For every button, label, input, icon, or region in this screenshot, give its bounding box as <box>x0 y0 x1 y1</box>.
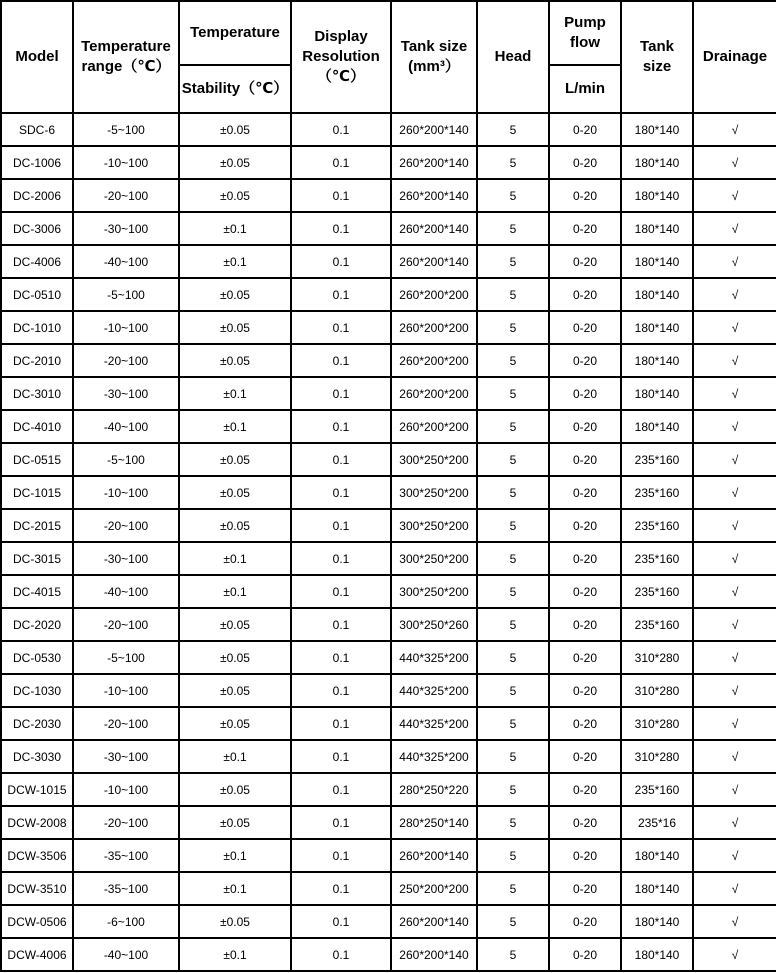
cell-display-resolution: 0.1 <box>291 443 391 476</box>
table-row <box>1 542 776 575</box>
cell-drainage: √ <box>693 608 776 641</box>
cell-tank-size: 180*140 <box>621 905 693 938</box>
cell-head: 5 <box>477 476 549 509</box>
cell-pump-flow: 0-20 <box>549 608 621 641</box>
cell-pump-flow: 0-20 <box>549 344 621 377</box>
cell-stability: ±0.1 <box>179 542 291 575</box>
cell-temperature-range: -40~100 <box>73 575 179 608</box>
cell-stability: ±0.1 <box>179 938 291 971</box>
cell-model: DCW-1015 <box>1 773 73 806</box>
cell-head: 5 <box>477 146 549 179</box>
table-row <box>1 410 776 443</box>
header-drainage-label: Drainage <box>702 48 768 65</box>
cell-pump-flow: 0-20 <box>549 575 621 608</box>
cell-tank-size: 235*160 <box>621 773 693 806</box>
cell-drainage: √ <box>693 542 776 575</box>
cell-drainage: √ <box>693 311 776 344</box>
cell-stability: ±0.1 <box>179 575 291 608</box>
cell-head: 5 <box>477 641 549 674</box>
cell-model: DC-2020 <box>1 608 73 641</box>
cell-tank-size-mm: 300*250*200 <box>391 542 477 575</box>
cell-display-resolution: 0.1 <box>291 344 391 377</box>
cell-tank-size-mm: 260*200*140 <box>391 905 477 938</box>
cell-stability: ±0.05 <box>179 806 291 839</box>
cell-pump-flow: 0-20 <box>549 245 621 278</box>
table-row <box>1 608 776 641</box>
cell-pump-flow: 0-20 <box>549 377 621 410</box>
cell-pump-flow: 0-20 <box>549 839 621 872</box>
header-head-label: Head <box>494 48 532 65</box>
cell-drainage: √ <box>693 410 776 443</box>
cell-tank-size-mm: 260*200*140 <box>391 113 477 146</box>
cell-drainage: √ <box>693 575 776 608</box>
table-row <box>1 773 776 806</box>
header-temperature-range-line2: range（℃） <box>81 58 171 75</box>
cell-tank-size-mm: 260*200*200 <box>391 311 477 344</box>
cell-pump-flow: 0-20 <box>549 476 621 509</box>
cell-drainage: √ <box>693 476 776 509</box>
cell-model: DCW-3506 <box>1 839 73 872</box>
cell-tank-size-mm: 300*250*200 <box>391 476 477 509</box>
cell-stability: ±0.1 <box>179 377 291 410</box>
cell-drainage: √ <box>693 905 776 938</box>
cell-drainage: √ <box>693 509 776 542</box>
cell-pump-flow: 0-20 <box>549 674 621 707</box>
cell-drainage: √ <box>693 344 776 377</box>
cell-drainage: √ <box>693 773 776 806</box>
cell-display-resolution: 0.1 <box>291 872 391 905</box>
cell-stability: ±0.05 <box>179 674 291 707</box>
cell-stability: ±0.05 <box>179 278 291 311</box>
cell-temperature-range: -20~100 <box>73 806 179 839</box>
cell-stability: ±0.05 <box>179 311 291 344</box>
cell-display-resolution: 0.1 <box>291 311 391 344</box>
header-display-line2: Resolution <box>302 48 380 65</box>
cell-model: DC-3015 <box>1 542 73 575</box>
cell-tank-size-mm: 260*200*140 <box>391 938 477 971</box>
header-tank-size-mm-line1: Tank size <box>400 38 468 55</box>
cell-temperature-range: -5~100 <box>73 278 179 311</box>
cell-temperature-range: -40~100 <box>73 245 179 278</box>
cell-model: DC-3010 <box>1 377 73 410</box>
cell-stability: ±0.05 <box>179 146 291 179</box>
cell-temperature-range: -20~100 <box>73 344 179 377</box>
cell-model: DC-0530 <box>1 641 73 674</box>
cell-drainage: √ <box>693 707 776 740</box>
cell-head: 5 <box>477 872 549 905</box>
cell-head: 5 <box>477 674 549 707</box>
table-row <box>1 707 776 740</box>
cell-tank-size: 180*140 <box>621 245 693 278</box>
cell-model: DCW-2008 <box>1 806 73 839</box>
cell-temperature-range: -5~100 <box>73 443 179 476</box>
cell-model: DCW-4006 <box>1 938 73 971</box>
cell-head: 5 <box>477 377 549 410</box>
cell-pump-flow: 0-20 <box>549 806 621 839</box>
cell-display-resolution: 0.1 <box>291 608 391 641</box>
cell-tank-size-mm: 260*200*140 <box>391 245 477 278</box>
table-row <box>1 938 776 971</box>
cell-tank-size: 310*280 <box>621 740 693 773</box>
cell-drainage: √ <box>693 245 776 278</box>
cell-display-resolution: 0.1 <box>291 410 391 443</box>
cell-model: DC-2010 <box>1 344 73 377</box>
cell-display-resolution: 0.1 <box>291 707 391 740</box>
cell-tank-size: 180*140 <box>621 938 693 971</box>
cell-head: 5 <box>477 773 549 806</box>
table-row <box>1 377 776 410</box>
cell-stability: ±0.1 <box>179 212 291 245</box>
cell-tank-size: 180*140 <box>621 278 693 311</box>
cell-tank-size: 180*140 <box>621 146 693 179</box>
cell-tank-size: 235*16 <box>621 806 693 839</box>
header-temperature-stability-bottom <box>179 65 291 113</box>
cell-temperature-range: -5~100 <box>73 113 179 146</box>
cell-tank-size: 180*140 <box>621 839 693 872</box>
cell-display-resolution: 0.1 <box>291 806 391 839</box>
header-pump-flow-bottom <box>549 65 621 113</box>
cell-pump-flow: 0-20 <box>549 641 621 674</box>
cell-stability: ±0.05 <box>179 905 291 938</box>
cell-stability: ±0.05 <box>179 443 291 476</box>
cell-pump-flow: 0-20 <box>549 278 621 311</box>
cell-drainage: √ <box>693 179 776 212</box>
cell-tank-size-mm: 260*200*200 <box>391 377 477 410</box>
cell-tank-size: 310*280 <box>621 641 693 674</box>
cell-temperature-range: -30~100 <box>73 740 179 773</box>
cell-drainage: √ <box>693 212 776 245</box>
header-tank-size-mm <box>391 1 477 113</box>
header-tank-size <box>621 1 693 113</box>
cell-temperature-range: -20~100 <box>73 179 179 212</box>
cell-model: DCW-0506 <box>1 905 73 938</box>
cell-model: DCW-3510 <box>1 872 73 905</box>
cell-display-resolution: 0.1 <box>291 377 391 410</box>
cell-display-resolution: 0.1 <box>291 542 391 575</box>
cell-tank-size: 180*140 <box>621 113 693 146</box>
cell-temperature-range: -30~100 <box>73 542 179 575</box>
cell-drainage: √ <box>693 872 776 905</box>
header-tank-size-mm-line2: (mm³） <box>408 58 460 75</box>
cell-display-resolution: 0.1 <box>291 179 391 212</box>
cell-head: 5 <box>477 608 549 641</box>
cell-model: DC-1015 <box>1 476 73 509</box>
cell-head: 5 <box>477 245 549 278</box>
cell-tank-size-mm: 440*325*200 <box>391 674 477 707</box>
cell-drainage: √ <box>693 740 776 773</box>
cell-pump-flow: 0-20 <box>549 542 621 575</box>
cell-head: 5 <box>477 113 549 146</box>
cell-head: 5 <box>477 938 549 971</box>
cell-display-resolution: 0.1 <box>291 938 391 971</box>
table-row <box>1 311 776 344</box>
cell-head: 5 <box>477 278 549 311</box>
cell-stability: ±0.1 <box>179 839 291 872</box>
cell-tank-size: 235*160 <box>621 575 693 608</box>
cell-display-resolution: 0.1 <box>291 278 391 311</box>
header-pump-flow-top <box>549 1 621 65</box>
cell-tank-size-mm: 280*250*140 <box>391 806 477 839</box>
cell-temperature-range: -10~100 <box>73 773 179 806</box>
cell-tank-size-mm: 280*250*220 <box>391 773 477 806</box>
cell-stability: ±0.05 <box>179 707 291 740</box>
table-row <box>1 641 776 674</box>
cell-head: 5 <box>477 839 549 872</box>
cell-tank-size-mm: 300*250*200 <box>391 443 477 476</box>
cell-temperature-range: -5~100 <box>73 641 179 674</box>
cell-model: DC-3006 <box>1 212 73 245</box>
cell-stability: ±0.05 <box>179 179 291 212</box>
cell-tank-size: 180*140 <box>621 377 693 410</box>
cell-tank-size: 180*140 <box>621 872 693 905</box>
header-temperature-range <box>73 1 179 113</box>
cell-tank-size-mm: 260*200*200 <box>391 278 477 311</box>
cell-model: DC-0515 <box>1 443 73 476</box>
header-model-label: Model <box>15 48 59 65</box>
cell-head: 5 <box>477 179 549 212</box>
table-header <box>1 1 776 113</box>
cell-head: 5 <box>477 443 549 476</box>
cell-model: DC-2006 <box>1 179 73 212</box>
header-temperature-range-line1: Temperature <box>81 38 171 55</box>
cell-tank-size: 235*160 <box>621 509 693 542</box>
cell-tank-size-mm: 260*200*200 <box>391 344 477 377</box>
table-row <box>1 146 776 179</box>
cell-stability: ±0.05 <box>179 344 291 377</box>
cell-model: DC-1010 <box>1 311 73 344</box>
cell-drainage: √ <box>693 146 776 179</box>
cell-tank-size-mm: 260*200*140 <box>391 212 477 245</box>
header-tank-size-line1: Tank <box>640 38 674 55</box>
cell-tank-size-mm: 260*200*140 <box>391 179 477 212</box>
cell-head: 5 <box>477 509 549 542</box>
cell-drainage: √ <box>693 674 776 707</box>
cell-head: 5 <box>477 410 549 443</box>
cell-head: 5 <box>477 212 549 245</box>
table-row <box>1 476 776 509</box>
cell-pump-flow: 0-20 <box>549 113 621 146</box>
cell-drainage: √ <box>693 938 776 971</box>
cell-temperature-range: -30~100 <box>73 377 179 410</box>
cell-tank-size: 235*160 <box>621 443 693 476</box>
cell-display-resolution: 0.1 <box>291 113 391 146</box>
cell-head: 5 <box>477 707 549 740</box>
cell-pump-flow: 0-20 <box>549 443 621 476</box>
cell-temperature-range: -20~100 <box>73 707 179 740</box>
table-row <box>1 740 776 773</box>
cell-stability: ±0.05 <box>179 641 291 674</box>
cell-pump-flow: 0-20 <box>549 146 621 179</box>
table-row <box>1 674 776 707</box>
header-drainage <box>693 1 776 113</box>
cell-model: DC-1006 <box>1 146 73 179</box>
cell-tank-size-mm: 300*250*200 <box>391 575 477 608</box>
table-row <box>1 509 776 542</box>
cell-model: DC-2030 <box>1 707 73 740</box>
cell-tank-size: 310*280 <box>621 707 693 740</box>
cell-temperature-range: -10~100 <box>73 476 179 509</box>
cell-pump-flow: 0-20 <box>549 179 621 212</box>
cell-stability: ±0.05 <box>179 476 291 509</box>
header-pump-line1: Pump <box>564 14 606 31</box>
cell-tank-size-mm: 440*325*200 <box>391 707 477 740</box>
cell-stability: ±0.05 <box>179 509 291 542</box>
header-display-resolution <box>291 1 391 113</box>
cell-drainage: √ <box>693 839 776 872</box>
cell-display-resolution: 0.1 <box>291 773 391 806</box>
cell-head: 5 <box>477 905 549 938</box>
cell-stability: ±0.1 <box>179 410 291 443</box>
cell-display-resolution: 0.1 <box>291 575 391 608</box>
cell-temperature-range: -30~100 <box>73 212 179 245</box>
cell-tank-size-mm: 440*325*200 <box>391 740 477 773</box>
table-row <box>1 179 776 212</box>
cell-model: SDC-6 <box>1 113 73 146</box>
header-temperature-stability-top <box>179 1 291 65</box>
cell-tank-size: 180*140 <box>621 344 693 377</box>
cell-pump-flow: 0-20 <box>549 410 621 443</box>
cell-model: DC-4006 <box>1 245 73 278</box>
cell-model: DC-1030 <box>1 674 73 707</box>
cell-temperature-range: -20~100 <box>73 608 179 641</box>
cell-drainage: √ <box>693 806 776 839</box>
cell-head: 5 <box>477 344 549 377</box>
header-pump-line2: flow <box>570 34 600 51</box>
cell-pump-flow: 0-20 <box>549 212 621 245</box>
header-tank-size-line2: size <box>642 58 672 75</box>
cell-head: 5 <box>477 542 549 575</box>
cell-tank-size: 180*140 <box>621 212 693 245</box>
cell-pump-flow: 0-20 <box>549 773 621 806</box>
cell-tank-size: 235*160 <box>621 542 693 575</box>
cell-stability: ±0.05 <box>179 773 291 806</box>
cell-model: DC-3030 <box>1 740 73 773</box>
cell-head: 5 <box>477 806 549 839</box>
cell-model: DC-4015 <box>1 575 73 608</box>
cell-stability: ±0.05 <box>179 113 291 146</box>
table-row <box>1 278 776 311</box>
cell-temperature-range: -35~100 <box>73 872 179 905</box>
cell-drainage: √ <box>693 443 776 476</box>
cell-tank-size: 235*160 <box>621 476 693 509</box>
header-model <box>1 1 73 113</box>
cell-temperature-range: -10~100 <box>73 146 179 179</box>
cell-head: 5 <box>477 575 549 608</box>
cell-head: 5 <box>477 740 549 773</box>
table-row <box>1 113 776 146</box>
cell-temperature-range: -20~100 <box>73 509 179 542</box>
cell-tank-size-mm: 300*250*260 <box>391 608 477 641</box>
cell-tank-size-mm: 440*325*200 <box>391 641 477 674</box>
table-row <box>1 443 776 476</box>
cell-display-resolution: 0.1 <box>291 740 391 773</box>
cell-temperature-range: -40~100 <box>73 938 179 971</box>
header-pump-flow-unit: L/min <box>565 80 605 97</box>
cell-pump-flow: 0-20 <box>549 509 621 542</box>
cell-tank-size: 310*280 <box>621 674 693 707</box>
cell-pump-flow: 0-20 <box>549 707 621 740</box>
cell-drainage: √ <box>693 278 776 311</box>
cell-model: DC-0510 <box>1 278 73 311</box>
cell-temperature-range: -6~100 <box>73 905 179 938</box>
cell-temperature-range: -35~100 <box>73 839 179 872</box>
cell-display-resolution: 0.1 <box>291 641 391 674</box>
cell-tank-size-mm: 260*200*140 <box>391 839 477 872</box>
table-row <box>1 872 776 905</box>
cell-model: DC-2015 <box>1 509 73 542</box>
cell-pump-flow: 0-20 <box>549 311 621 344</box>
cell-tank-size-mm: 250*200*200 <box>391 872 477 905</box>
cell-display-resolution: 0.1 <box>291 146 391 179</box>
table-body <box>1 113 776 971</box>
cell-tank-size: 180*140 <box>621 179 693 212</box>
cell-head: 5 <box>477 311 549 344</box>
cell-drainage: √ <box>693 377 776 410</box>
header-display-line3: （℃） <box>316 68 366 85</box>
cell-tank-size: 180*140 <box>621 410 693 443</box>
cell-pump-flow: 0-20 <box>549 740 621 773</box>
cell-drainage: √ <box>693 641 776 674</box>
cell-tank-size-mm: 300*250*200 <box>391 509 477 542</box>
table-row <box>1 245 776 278</box>
cell-tank-size-mm: 260*200*200 <box>391 410 477 443</box>
cell-display-resolution: 0.1 <box>291 476 391 509</box>
table-row <box>1 905 776 938</box>
cell-display-resolution: 0.1 <box>291 905 391 938</box>
table-row <box>1 344 776 377</box>
cell-pump-flow: 0-20 <box>549 938 621 971</box>
cell-drainage: √ <box>693 113 776 146</box>
cell-stability: ±0.1 <box>179 740 291 773</box>
header-display-line1: Display <box>314 28 368 45</box>
header-temperature-stability-bottom-label: Stability（℃） <box>181 80 289 97</box>
cell-display-resolution: 0.1 <box>291 212 391 245</box>
cell-temperature-range: -10~100 <box>73 311 179 344</box>
cell-stability: ±0.05 <box>179 608 291 641</box>
cell-pump-flow: 0-20 <box>549 905 621 938</box>
header-head <box>477 1 549 113</box>
cell-display-resolution: 0.1 <box>291 245 391 278</box>
table-row <box>1 575 776 608</box>
table-row <box>1 212 776 245</box>
cell-model: DC-4010 <box>1 410 73 443</box>
cell-display-resolution: 0.1 <box>291 839 391 872</box>
cell-tank-size: 180*140 <box>621 311 693 344</box>
header-temperature-stability-top-label: Temperature <box>190 24 280 41</box>
cell-display-resolution: 0.1 <box>291 674 391 707</box>
cell-stability: ±0.1 <box>179 872 291 905</box>
cell-tank-size-mm: 260*200*140 <box>391 146 477 179</box>
cell-stability: ±0.1 <box>179 245 291 278</box>
cell-temperature-range: -10~100 <box>73 674 179 707</box>
table-row <box>1 806 776 839</box>
cell-tank-size: 235*160 <box>621 608 693 641</box>
table-row <box>1 839 776 872</box>
cell-display-resolution: 0.1 <box>291 509 391 542</box>
cell-pump-flow: 0-20 <box>549 872 621 905</box>
cell-temperature-range: -40~100 <box>73 410 179 443</box>
